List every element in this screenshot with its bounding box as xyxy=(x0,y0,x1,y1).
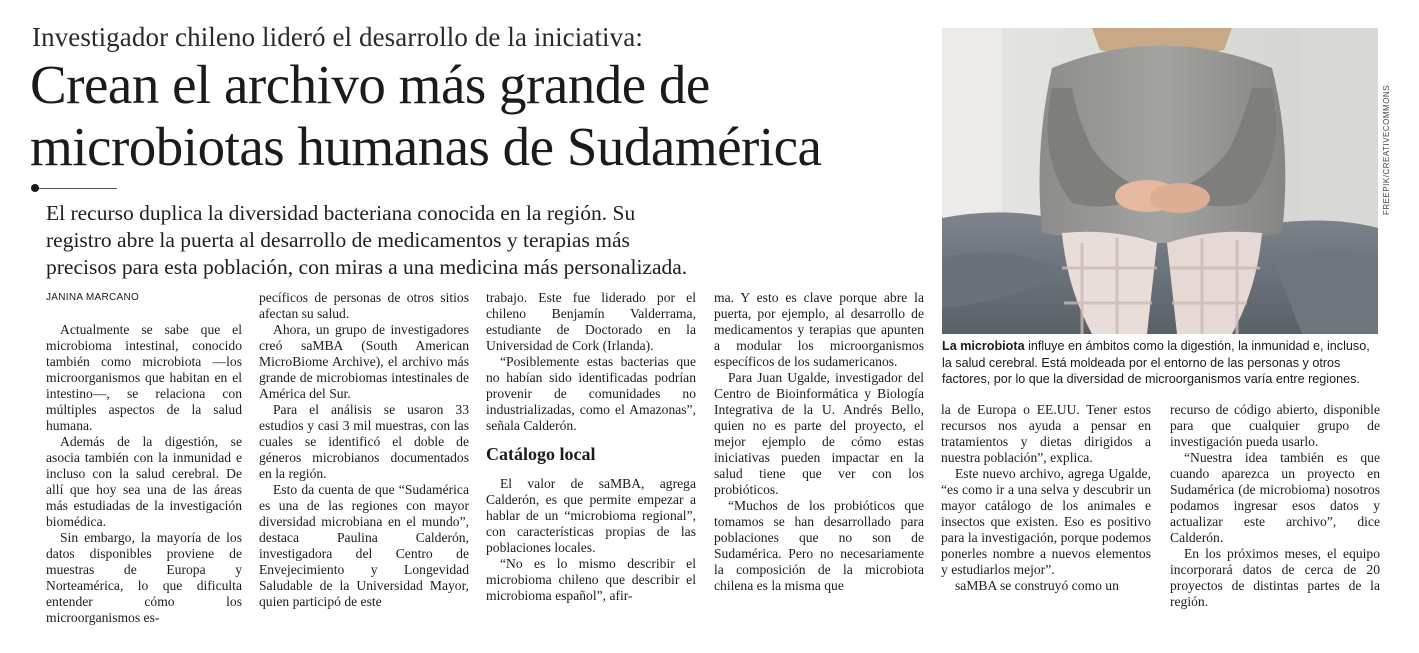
paragraph: Ahora, un grupo de investigadores creó saMBA (South American MicroBiome Archive), el archivo más grande de microbiomas intestinales de América del Sur. xyxy=(259,322,469,401)
body-column-4 xyxy=(714,290,924,594)
paragraph: “Posiblemente estas bacterias que no habían sido identificadas podrían provenir de comunidades no industrializadas, como el Amazonas”, señala Calderón. xyxy=(486,354,696,433)
paragraph: Para el análisis se usaron 33 estudios y casi 3 mil muestras, con las cuales se identificó el doble de géneros microbianos documentados en la región. xyxy=(259,402,469,481)
paragraph: Sin embargo, la mayoría de los datos disponibles proviene de muestras de Europa y Norteamérica, lo que dificulta entender cómo los microorganismos es- xyxy=(46,530,242,625)
paragraph: Actualmente se sabe que el microbioma intestinal, conocido también como microbiota —los microorganismos que habitan en el intestino—, se relaciona con múltiples aspectos de la salud humana. xyxy=(46,322,242,433)
deck xyxy=(46,200,906,281)
headline xyxy=(30,54,821,178)
deck-line-1: El recurso duplica la diversidad bacteriana conocida en la región. Su xyxy=(46,201,636,225)
photo-caption xyxy=(942,338,1382,388)
deck-line-2: registro abre la puerta al desarrollo de medicamentos y terapias más xyxy=(46,228,630,252)
paragraph: En los próximos meses, el equipo incorporará datos de cerca de 20 proyectos de distintas partes de la región. xyxy=(1170,546,1380,609)
kicker: Investigador chileno lideró el desarrollo de la iniciativa: xyxy=(32,22,643,52)
paragraph: Este nuevo archivo, agrega Ugalde, “es como ir a una selva y descubrir un mayor catálogo de los animales e insectos que existen. Eso es positivo para la investigación, porque podemos ponerles nombre a nuevos elementos y estudiarlos mejor”. xyxy=(941,466,1151,577)
paragraph: saMBA se construyó como un xyxy=(955,578,1119,593)
paragraph: la de Europa o EE.UU. Tener estos recursos nos ayuda a pensar en tratamientos y dietas dirigidos a nuestra población”, explica. xyxy=(941,402,1151,465)
section-heading: Catálogo local xyxy=(486,444,596,464)
paragraph: trabajo. Este fue liderado por el chileno Benjamín Valderrama, estudiante de Doctorado en la Universidad de Cork (Irlanda). xyxy=(486,290,696,353)
paragraph: “Nuestra idea también es que cuando aparezca un proyecto en Sudamérica (de microbioma) nosotros podamos ingresar esos datos y actualizar este archivo”, dice Calderón. xyxy=(1170,450,1380,545)
body-column-1 xyxy=(46,322,242,626)
headline-line-2: microbiotas humanas de Sudamérica xyxy=(30,116,822,177)
photo-credit: FREEPIK/CREATIVECOMMONS xyxy=(1382,84,1391,215)
paragraph: Para Juan Ugalde, investigador del Centro de Bioinformática y Biología Integrativa de la U. Andrés Bello, quien no es parte del proyecto, el mejor ejemplo de cómo estas iniciativas pueden impactar en la salud tiene que ver con los probióticos. xyxy=(714,370,924,497)
body-column-2 xyxy=(259,290,469,610)
article-photo xyxy=(942,28,1378,334)
caption-text: influye en ámbitos como la digestión, la inmunidad e, incluso, la salud cerebral. Está moldeada por el entorno de las personas y otros factores, por lo que la diversidad de microorganismos varía entre regiones. xyxy=(942,339,1370,386)
paragraph: El valor de saMBA, agrega Calderón, es que permite empezar a hablar de un “microbioma regional”, con características propias de las poblaciones locales. xyxy=(486,476,696,555)
byline: JANINA MARCANO xyxy=(46,292,140,303)
paragraph: “No es lo mismo describir el microbioma chileno que describir el microbioma español”, afir- xyxy=(486,556,696,603)
paragraph: Esto da cuenta de que “Sudamérica es una de las regiones con mayor diversidad microbiana en el mundo”, destaca Paulina Calderón, investigadora del Centro de Envejecimiento y Longevidad Saludable de la Universidad Mayor, quien participó de este xyxy=(259,482,469,609)
headline-line-1: Crean el archivo más grande de xyxy=(30,54,710,115)
paragraph: recurso de código abierto, disponible para que cualquier grupo de investigación pueda usarlo. xyxy=(1170,402,1380,449)
divider-dot xyxy=(31,184,39,192)
photo-illustration xyxy=(942,28,1378,334)
deck-line-3: precisos para esta población, con miras a una medicina más personalizada. xyxy=(46,255,688,279)
paragraph: ma. Y esto es clave porque abre la puerta, por ejemplo, al desarrollo de medicamentos y terapias que apunten a modular los microorganismos específicos de los sudamericanos. xyxy=(714,290,924,369)
paragraph: pecíficos de personas de otros sitios afectan su salud. xyxy=(259,290,469,321)
body-column-3 xyxy=(486,290,696,604)
divider-line xyxy=(39,188,117,189)
body-column-6 xyxy=(1170,402,1380,610)
paragraph: Además de la digestión, se asocia también con la inmunidad e incluso con la salud cerebral. De allí que hoy sea una de las áreas más estudiadas de la investigación biomédica. xyxy=(46,434,242,529)
paragraph: “Muchos de los probióticos que tomamos se han desarrollado para poblaciones que no son de Sudamérica. Pero no necesariamente la composición de la microbiota chilena es la misma que xyxy=(714,498,924,593)
body-column-5 xyxy=(941,402,1151,594)
caption-lead: La microbiota xyxy=(942,339,1025,353)
